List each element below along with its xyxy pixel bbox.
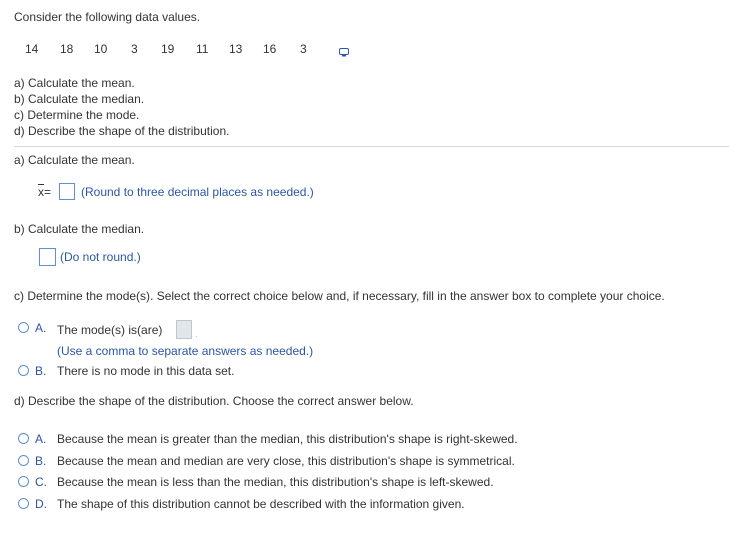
shape-option-d-radio[interactable] <box>18 498 29 509</box>
median-hint: (Do not round.) <box>60 250 141 264</box>
mode-option-a-hint: (Use a comma to separate answers as needed.) <box>57 344 314 358</box>
shape-option-b-letter: B. <box>35 454 47 468</box>
shape-option-b-radio[interactable] <box>18 455 29 466</box>
question-item: c) Determine the mode. <box>14 108 140 122</box>
divider <box>14 146 729 147</box>
mode-option-a-letter: A. <box>35 321 47 335</box>
question-item: b) Calculate the median. <box>14 92 145 106</box>
shape-option-a-radio[interactable] <box>18 433 29 444</box>
data-value: 3 <box>131 42 138 56</box>
mean-answer-input[interactable] <box>59 183 75 200</box>
x-bar-symbol: x <box>38 185 44 199</box>
shape-option-c-text: Because the mean is less than the median, this distribution's shape is left-skewed. <box>57 475 494 489</box>
problem-intro: Consider the following data values. <box>14 10 201 24</box>
shape-option-c-radio[interactable] <box>18 476 29 487</box>
mode-option-b-letter: B. <box>35 364 47 378</box>
data-value: 19 <box>161 42 175 56</box>
mean-hint: (Round to three decimal places as needed.) <box>81 185 314 199</box>
mode-option-a-text: The mode(s) is(are) <box>57 323 163 337</box>
equals-sign: = <box>44 185 52 199</box>
mode-answer-input[interactable] <box>176 320 192 339</box>
question-item: d) Describe the shape of the distribution. <box>14 124 230 138</box>
part-c-heading: c) Determine the mode(s). Select the correct choice below and, if necessary, fill in the answer box to complete your choice. <box>14 289 665 303</box>
shape-option-c-letter: C. <box>35 475 47 489</box>
shape-option-d-text: The shape of this distribution cannot be described with the information given. <box>57 497 465 511</box>
shape-option-a-letter: A. <box>35 432 47 446</box>
part-d-heading: d) Describe the shape of the distribution. Choose the correct answer below. <box>14 394 414 408</box>
question-item: a) Calculate the mean. <box>14 76 135 90</box>
data-value: 13 <box>229 42 243 56</box>
part-a-heading: a) Calculate the mean. <box>14 153 135 167</box>
part-b-heading: b) Calculate the median. <box>14 222 145 236</box>
data-value: 3 <box>300 42 307 56</box>
input-dots: . <box>195 329 198 340</box>
data-value: 11 <box>196 42 209 56</box>
mode-option-b-radio[interactable] <box>18 365 29 376</box>
shape-option-a-text: Because the mean is greater than the median, this distribution's shape is right-skewed. <box>57 432 518 446</box>
mean-symbol <box>38 185 51 199</box>
data-value: 16 <box>263 42 277 56</box>
question-list <box>14 75 229 139</box>
median-answer-input[interactable] <box>39 248 56 266</box>
shape-option-b-text: Because the mean and median are very close, this distribution's shape is symmetrical. <box>57 454 515 468</box>
data-value: 14 <box>25 42 39 56</box>
shape-option-d-letter: D. <box>35 497 47 511</box>
data-value: 10 <box>94 42 108 56</box>
mode-option-b-text: There is no mode in this data set. <box>57 364 235 378</box>
copy-icon[interactable] <box>339 46 349 54</box>
data-value: 18 <box>60 42 74 56</box>
mode-option-a-radio[interactable] <box>18 322 29 333</box>
